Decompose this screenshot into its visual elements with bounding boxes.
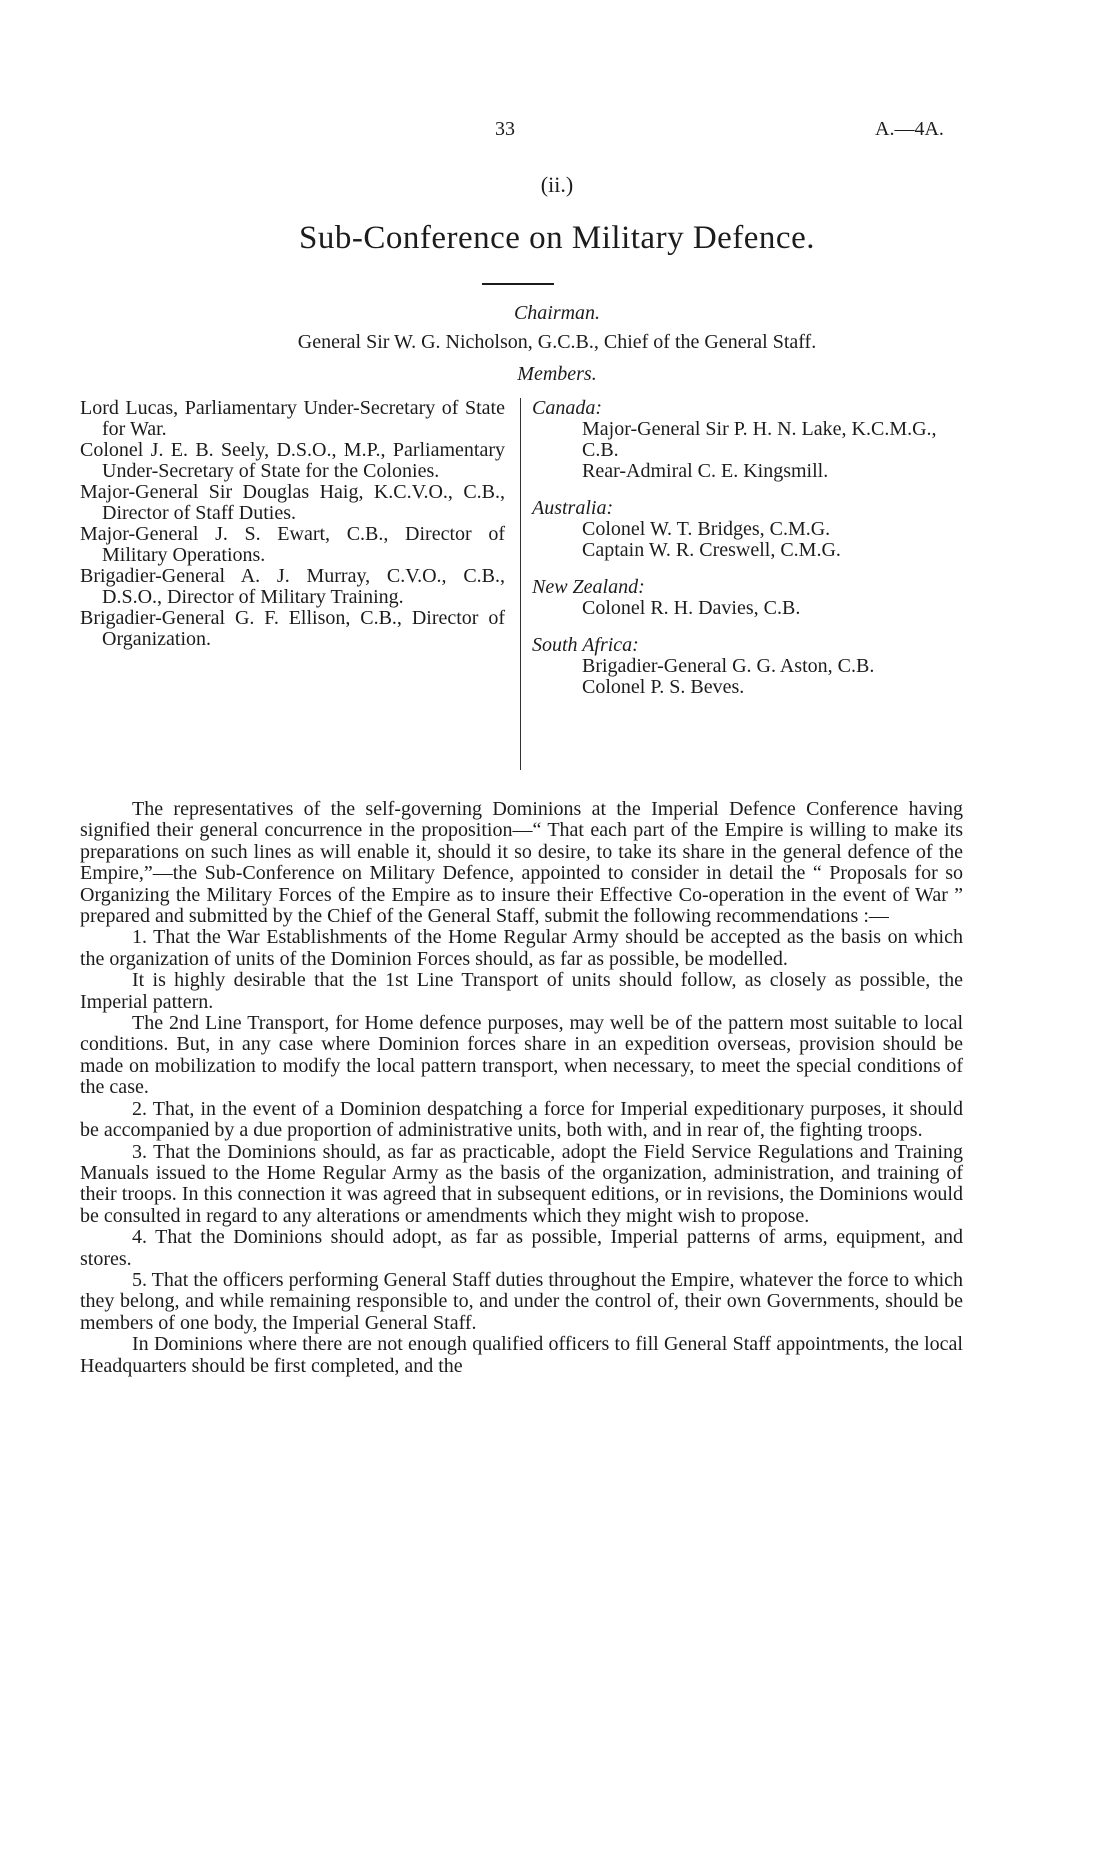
member-entry: Rear-Admiral C. E. Kingsmill. (582, 460, 829, 482)
body-text (80, 799, 963, 1377)
paragraph: 3. That the Dominions should, as far as practicable, adopt the Field Service Regulations and Training Manuals issued to the Home Regular Army as the basis of the organization, administration, and training of their troops. In this connection it was agreed that in subsequent editions, or in revisions, the Dominions would be consulted in regard to any alterations or amendments which they might wish to propose. (80, 1140, 963, 1227)
member-entry: Major-General Sir P. H. N. Lake, K.C.M.G., C.B. (582, 418, 937, 461)
column-divider (520, 398, 521, 770)
member-entry: Captain W. R. Creswell, C.M.G. (582, 539, 841, 561)
member-entry: Major-General J. S. Ewart, C.B., Director of Military Operations. (80, 523, 505, 566)
left-members-column (80, 398, 505, 650)
member-entry: Brigadier-General G. F. Ellison, C.B., Director of Organization. (80, 607, 505, 650)
title-rule (482, 283, 554, 285)
paragraph: It is highly desirable that the 1st Line Transport of units should follow, as closely as possible, the Imperial pattern. (80, 969, 963, 1013)
page-number: 33 (495, 118, 515, 140)
right-members-column (532, 398, 972, 698)
chairman-label: Chairman. (513, 302, 601, 324)
page-title: Sub-Conference on Military Defence. (299, 220, 815, 256)
region-label: South Africa: (532, 634, 639, 656)
paragraph: 5. That the officers performing General Staff duties throughout the Empire, whatever the force to which they belong, and while remaining responsible to, and under the control of, their own Governments, should be members of one body, the Imperial General Staff. (80, 1268, 963, 1334)
chairman-line: General Sir W. G. Nicholson, G.C.B., Chief of the General Staff. (297, 331, 817, 353)
member-entry: Major-General Sir Douglas Haig, K.C.V.O., C.B., Director of Staff Duties. (80, 481, 505, 524)
paragraph: 4. That the Dominions should adopt, as far as possible, Imperial patterns of arms, equipment, and stores. (80, 1226, 963, 1270)
member-entry: Colonel W. T. Bridges, C.M.G. (582, 518, 831, 540)
section-number: (ii.) (540, 172, 574, 197)
region-label: Canada: (532, 397, 602, 419)
member-entry: Colonel J. E. B. Seely, D.S.O., M.P., Parliamentary Under-Secretary of State for the Colonies. (80, 439, 505, 482)
paragraph: 1. That the War Establishments of the Home Regular Army should be accepted as the basis on which the organization of units of the Dominion Forces should, as far as possible, be modelled. (80, 926, 963, 970)
member-entry: Colonel R. H. Davies, C.B. (582, 597, 801, 619)
paragraph: In Dominions where there are not enough qualified officers to fill General Staff appointments, the local Headquarters should be first completed, and the (80, 1333, 963, 1377)
member-entry: Brigadier-General A. J. Murray, C.V.O., C.B., D.S.O., Director of Military Training. (80, 565, 505, 608)
document-reference: A.—4A. (875, 118, 944, 140)
region-label: New Zealand: (532, 576, 645, 598)
paragraph: The representatives of the self-governing Dominions at the Imperial Defence Conference having signified their general concurrence in the proposition—“ That each part of the Empire is willing to make its preparations on such lines as will enable it, should it so desire, to take its share in the general defence of the Empire,”—the Sub-Conference on Military Defence, appointed to consider in detail the “ Proposals for so Organizing the Military Forces of the Empire as to insure their Effective Co-operation in the event of War ” prepared and submitted by the Chief of the General Staff, submit the following recommendations :— (80, 798, 963, 928)
member-entry: Lord Lucas, Parliamentary Under-Secretary of State for War. (80, 397, 505, 440)
paragraph: The 2nd Line Transport, for Home defence purposes, may well be of the pattern most suitable to local conditions. But, in any case where Dominion forces share in an expedition overseas, provision should be made on mobilization to modify the local pattern transport, when necessary, to meet the special conditions of the case. (80, 1012, 963, 1099)
member-entry: Brigadier-General G. G. Aston, C.B. (582, 655, 875, 677)
region-label: Australia: (532, 497, 614, 519)
member-entry: Colonel P. S. Beves. (582, 676, 745, 698)
members-label: Members. (517, 363, 597, 385)
paragraph: 2. That, in the event of a Dominion despatching a force for Imperial expeditionary purposes, it should be accompanied by a due proportion of administrative units, both with, and in rear of, the fighting troops. (80, 1097, 963, 1142)
